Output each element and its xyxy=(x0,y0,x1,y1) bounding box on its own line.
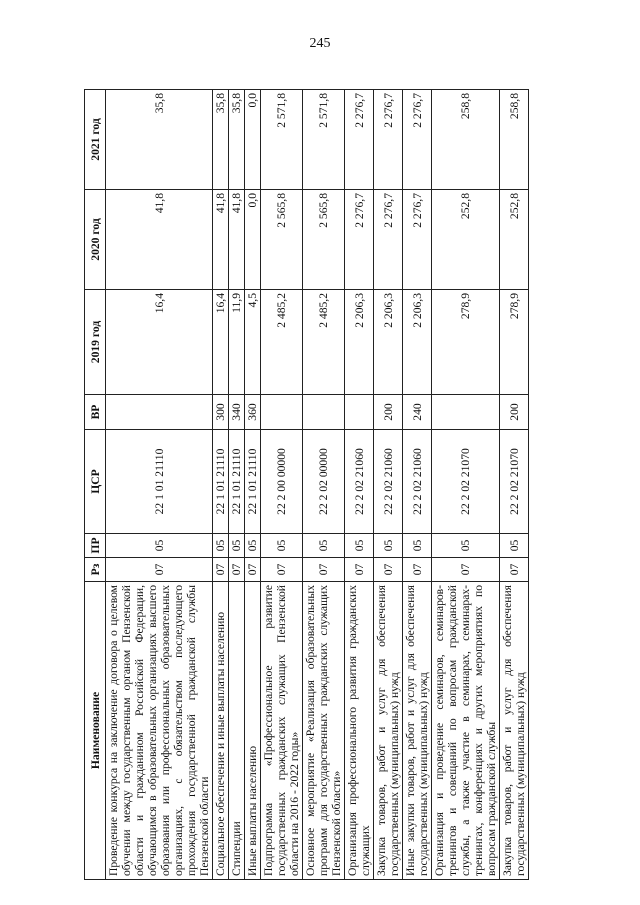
row-rz: 07 xyxy=(229,558,245,582)
row-rz: 07 xyxy=(345,558,374,582)
header-name: Наименование xyxy=(85,582,106,880)
table-row xyxy=(106,90,213,880)
row-vr: 300 xyxy=(213,395,229,430)
row-2021: 35,8 xyxy=(229,90,245,190)
table-row xyxy=(432,90,500,880)
header-2020: 2020 год xyxy=(85,190,106,290)
header-vr: ВР xyxy=(85,395,106,430)
row-2021: 35,8 xyxy=(213,90,229,190)
row-2021: 2 571,8 xyxy=(261,90,303,190)
row-2020: 41,8 xyxy=(106,190,213,290)
row-csr: 22 2 02 00000 xyxy=(303,430,345,534)
row-2021: 0,0 xyxy=(245,90,261,190)
table-row xyxy=(213,90,229,880)
table-header-row xyxy=(85,90,106,880)
row-vr xyxy=(261,395,303,430)
row-2020: 2 565,8 xyxy=(303,190,345,290)
row-2019: 16,4 xyxy=(106,290,213,395)
row-rz: 07 xyxy=(106,558,213,582)
row-pr: 05 xyxy=(403,534,432,558)
row-rz: 07 xyxy=(403,558,432,582)
row-pr: 05 xyxy=(303,534,345,558)
row-rz: 07 xyxy=(374,558,403,582)
table-row xyxy=(229,90,245,880)
row-2019: 278,9 xyxy=(500,290,529,395)
row-csr: 22 2 02 21070 xyxy=(500,430,529,534)
row-pr: 05 xyxy=(345,534,374,558)
header-2019: 2019 год xyxy=(85,290,106,395)
row-2021: 2 276,7 xyxy=(374,90,403,190)
row-name: Закупка товаров, работ и услуг для обеспечения государственных (муниципальных) нужд xyxy=(374,582,403,880)
row-2020: 41,8 xyxy=(229,190,245,290)
table-row xyxy=(261,90,303,880)
row-pr: 05 xyxy=(229,534,245,558)
row-vr xyxy=(303,395,345,430)
row-name: Иные закупки товаров, работ и услуг для обеспечения государственных (муниципальных) нужд xyxy=(403,582,432,880)
header-rz: Рз xyxy=(85,558,106,582)
table-row xyxy=(345,90,374,880)
table-row xyxy=(245,90,261,880)
row-2020: 2 276,7 xyxy=(374,190,403,290)
header-2021: 2021 год xyxy=(85,90,106,190)
row-2021: 2 276,7 xyxy=(345,90,374,190)
row-pr: 05 xyxy=(245,534,261,558)
row-csr: 22 1 01 21110 xyxy=(229,430,245,534)
row-name: Закупка товаров, работ и услуг для обеспечения государственных (муниципальных) нужд xyxy=(500,582,529,880)
header-pr: ПР xyxy=(85,534,106,558)
row-name: Подпрограмма «Профессиональное развитие государственных гражданских служащих Пензенской области на 2016 - 2022 годы» xyxy=(261,582,303,880)
row-csr: 22 2 02 21070 xyxy=(432,430,500,534)
row-2019: 11,9 xyxy=(229,290,245,395)
row-vr: 340 xyxy=(229,395,245,430)
row-vr: 240 xyxy=(403,395,432,430)
row-csr: 22 1 01 21110 xyxy=(106,430,213,534)
row-name: Основное мероприятие «Реализация образовательных программ для государственных гражданских служащих Пензенской области» xyxy=(303,582,345,880)
row-2021: 258,8 xyxy=(432,90,500,190)
row-csr: 22 1 01 21110 xyxy=(245,430,261,534)
budget-table xyxy=(84,89,529,880)
row-2019: 2 206,3 xyxy=(403,290,432,395)
row-pr: 05 xyxy=(374,534,403,558)
row-vr: 200 xyxy=(374,395,403,430)
row-vr xyxy=(106,395,213,430)
row-name: Иные выплаты населению xyxy=(245,582,261,880)
row-rz: 07 xyxy=(500,558,529,582)
row-vr: 360 xyxy=(245,395,261,430)
row-2019: 4,5 xyxy=(245,290,261,395)
row-2020: 252,8 xyxy=(500,190,529,290)
row-2019: 2 485,2 xyxy=(261,290,303,395)
row-2019: 2 206,3 xyxy=(374,290,403,395)
row-2021: 2 571,8 xyxy=(303,90,345,190)
row-csr: 22 2 02 21060 xyxy=(403,430,432,534)
row-name: Стипендии xyxy=(229,582,245,880)
row-name: Организация профессионального развития гражданских служащих xyxy=(345,582,374,880)
row-vr xyxy=(432,395,500,430)
table-row xyxy=(374,90,403,880)
row-rz: 07 xyxy=(303,558,345,582)
row-pr: 05 xyxy=(106,534,213,558)
row-2020: 41,8 xyxy=(213,190,229,290)
row-csr: 22 2 02 21060 xyxy=(345,430,374,534)
table-row xyxy=(403,90,432,880)
row-name: Проведение конкурса на заключение договора о целевом обучении между государственным органом Пензенской области и гражданином Российской Федерации, обучающимся в образовательных организациях высшего образования или профессиональных образовательных организациях, с обязательством последующего прохождения государственной гражданской службы Пензенской области xyxy=(106,582,213,880)
header-csr: ЦСР xyxy=(85,430,106,534)
row-2020: 2 276,7 xyxy=(345,190,374,290)
row-rz: 07 xyxy=(213,558,229,582)
row-2020: 0,0 xyxy=(245,190,261,290)
row-2019: 16,4 xyxy=(213,290,229,395)
row-2020: 2 565,8 xyxy=(261,190,303,290)
row-2021: 35,8 xyxy=(106,90,213,190)
budget-table-rotated xyxy=(84,90,554,880)
row-2020: 252,8 xyxy=(432,190,500,290)
row-vr: 200 xyxy=(500,395,529,430)
row-2021: 258,8 xyxy=(500,90,529,190)
row-pr: 05 xyxy=(213,534,229,558)
row-2019: 278,9 xyxy=(432,290,500,395)
row-2020: 2 276,7 xyxy=(403,190,432,290)
row-pr: 05 xyxy=(500,534,529,558)
row-name: Социальное обеспечение и иные выплаты населению xyxy=(213,582,229,880)
row-vr xyxy=(345,395,374,430)
row-rz: 07 xyxy=(245,558,261,582)
row-pr: 05 xyxy=(261,534,303,558)
row-csr: 22 1 01 21110 xyxy=(213,430,229,534)
row-2019: 2 485,2 xyxy=(303,290,345,395)
row-rz: 07 xyxy=(261,558,303,582)
row-2019: 2 206,3 xyxy=(345,290,374,395)
table-row xyxy=(500,90,529,880)
row-rz: 07 xyxy=(432,558,500,582)
row-csr: 22 2 02 21060 xyxy=(374,430,403,534)
row-csr: 22 2 00 00000 xyxy=(261,430,303,534)
table-row xyxy=(303,90,345,880)
page-number: 245 xyxy=(309,36,331,51)
row-2021: 2 276,7 xyxy=(403,90,432,190)
row-pr: 05 xyxy=(432,534,500,558)
row-name: Организация и проведение семинаров, семинаров-тренингов и совещаний по вопросам гражданской службы, а также участие в семинарах, семинарах-тренингах, конференциях и других мероприятиях по вопросам гражданской службы xyxy=(432,582,500,880)
